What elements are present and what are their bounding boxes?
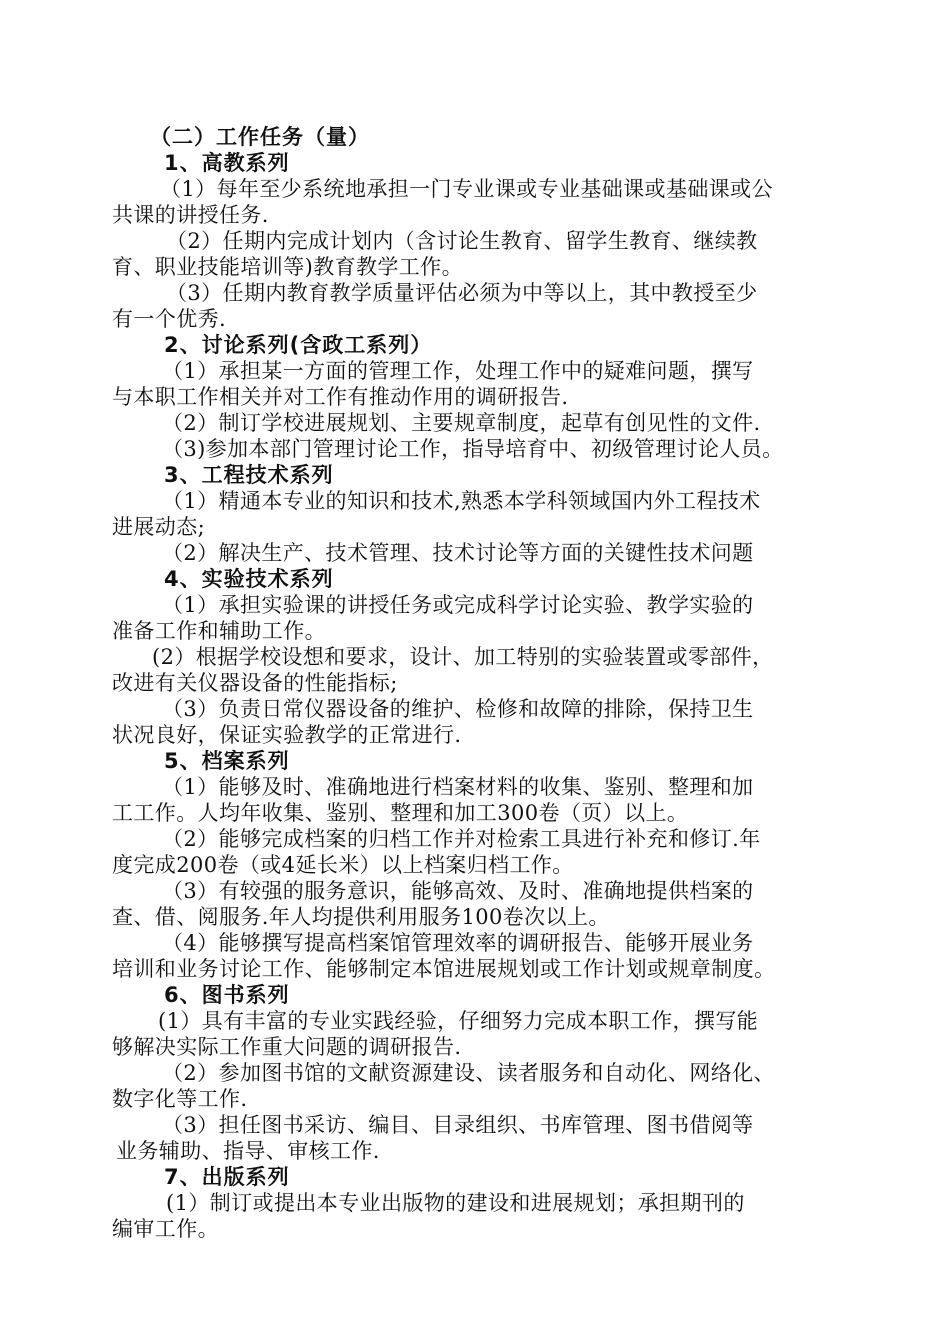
paragraph-line: 度完成200卷（或4延长米）以上档案归档工作。 (112, 853, 574, 877)
paragraph-line: （2）能够完成档案的归档工作并对检索工具进行补充和修订.年 (162, 827, 761, 851)
section-heading: （二）工作任务（量） (150, 125, 370, 149)
paragraph-line: 状况良好，保证实验教学的正常进行. (112, 723, 462, 747)
paragraph-line: （1）能够及时、准确地进行档案材料的收集、鉴别、整理和加 (162, 775, 754, 799)
paragraph-line: （3）任期内教育教学质量评估必须为中等以上，其中教授至少 (166, 281, 758, 305)
paragraph-line: 有一个优秀. (112, 307, 227, 331)
paragraph-line: （2）参加图书馆的文献资源建设、读者服务和自动化、网络化、 (162, 1061, 775, 1085)
paragraph-line: 与本职工作相关并对工作有推动作用的调研报告. (112, 385, 569, 409)
paragraph-line: （4）能够撰写提高档案馆管理效率的调研报告、能够开展业务 (162, 931, 754, 955)
paragraph-line: （1）承担实验课的讲授任务或完成科学讨论实验、教学实验的 (162, 593, 754, 617)
subsection-heading-engineering: 3、工程技术系列 (164, 463, 334, 487)
subsection-heading-lab: 4、实验技术系列 (164, 567, 334, 591)
subsection-heading-publishing: 7、出版系列 (164, 1165, 290, 1189)
paragraph-line: （3）负责日常仪器设备的维护、检修和故障的排除，保持卫生 (162, 697, 754, 721)
paragraph-line: (2）根据学校设想和要求，设计、加工特别的实验装置或零部件， (152, 645, 774, 669)
paragraph-line: (1）具有丰富的专业实践经验，仔细努力完成本职工作，撰写能 (158, 1009, 759, 1033)
paragraph-line: （2）制订学校进展规划、主要规章制度，起草有创见性的文件. (162, 411, 761, 435)
subsection-heading-library: 6、图书系列 (164, 983, 290, 1007)
paragraph-line: （2）解决生产、技术管理、技术讨论等方面的关键性技术问题 (162, 541, 754, 565)
paragraph-line: 业务辅助、指导、审核工作. (116, 1139, 380, 1163)
paragraph-line: （1）承担某一方面的管理工作，处理工作中的疑难问题，撰写 (162, 359, 754, 383)
paragraph-line: (1）制订或提出本专业出版物的建设和进展规划；承担期刊的 (166, 1191, 745, 1215)
paragraph-line: （3）有较强的服务意识，能够高效、及时、准确地提供档案的 (162, 879, 754, 903)
paragraph-line: （1）精通本专业的知识和技术,熟悉本学科领域国内外工程技术 (162, 489, 761, 513)
subsection-heading-research: 2、讨论系列(含政工系列） (164, 333, 433, 357)
paragraph-line: 工工作。人均年收集、鉴别、整理和加工300卷（页）以上。 (112, 801, 689, 825)
paragraph-line: 编审工作。 (112, 1217, 219, 1241)
paragraph-line: 查、借、阅服务.年人均提供利用服务100卷次以上。 (112, 905, 610, 929)
paragraph-line: （3)参加本部门管理讨论工作，指导培育中、初级管理讨论人员。 (162, 437, 784, 461)
paragraph-line: 育、职业技能培训等)教育教学工作。 (112, 255, 463, 279)
paragraph-line: （1）每年至少系统地承担一门专业课或专业基础课或基础课或公 (160, 177, 773, 201)
paragraph-line: （2）任期内完成计划内（含讨论生教育、留学生教育、继续教 (166, 229, 758, 253)
subsection-heading-archives: 5、档案系列 (164, 749, 290, 773)
subsection-heading-higher-education: 1、高教系列 (164, 151, 290, 175)
paragraph-line: 改进有关仪器设备的性能指标; (112, 671, 398, 695)
paragraph-line: 够解决实际工作重大问题的调研报告. (112, 1035, 462, 1059)
paragraph-line: 数字化等工作. (112, 1087, 248, 1111)
paragraph-line: 进展动态; (112, 515, 206, 539)
paragraph-line: 培训和业务讨论工作、能够制定本馆进展规划或工作计划或规章制度。 (112, 957, 776, 981)
paragraph-line: （3）担任图书采访、编目、目录组织、书库管理、图书借阅等 (162, 1113, 754, 1137)
paragraph-line: 共课的讲授任务. (112, 203, 269, 227)
paragraph-line: 准备工作和辅助工作。 (112, 619, 326, 643)
